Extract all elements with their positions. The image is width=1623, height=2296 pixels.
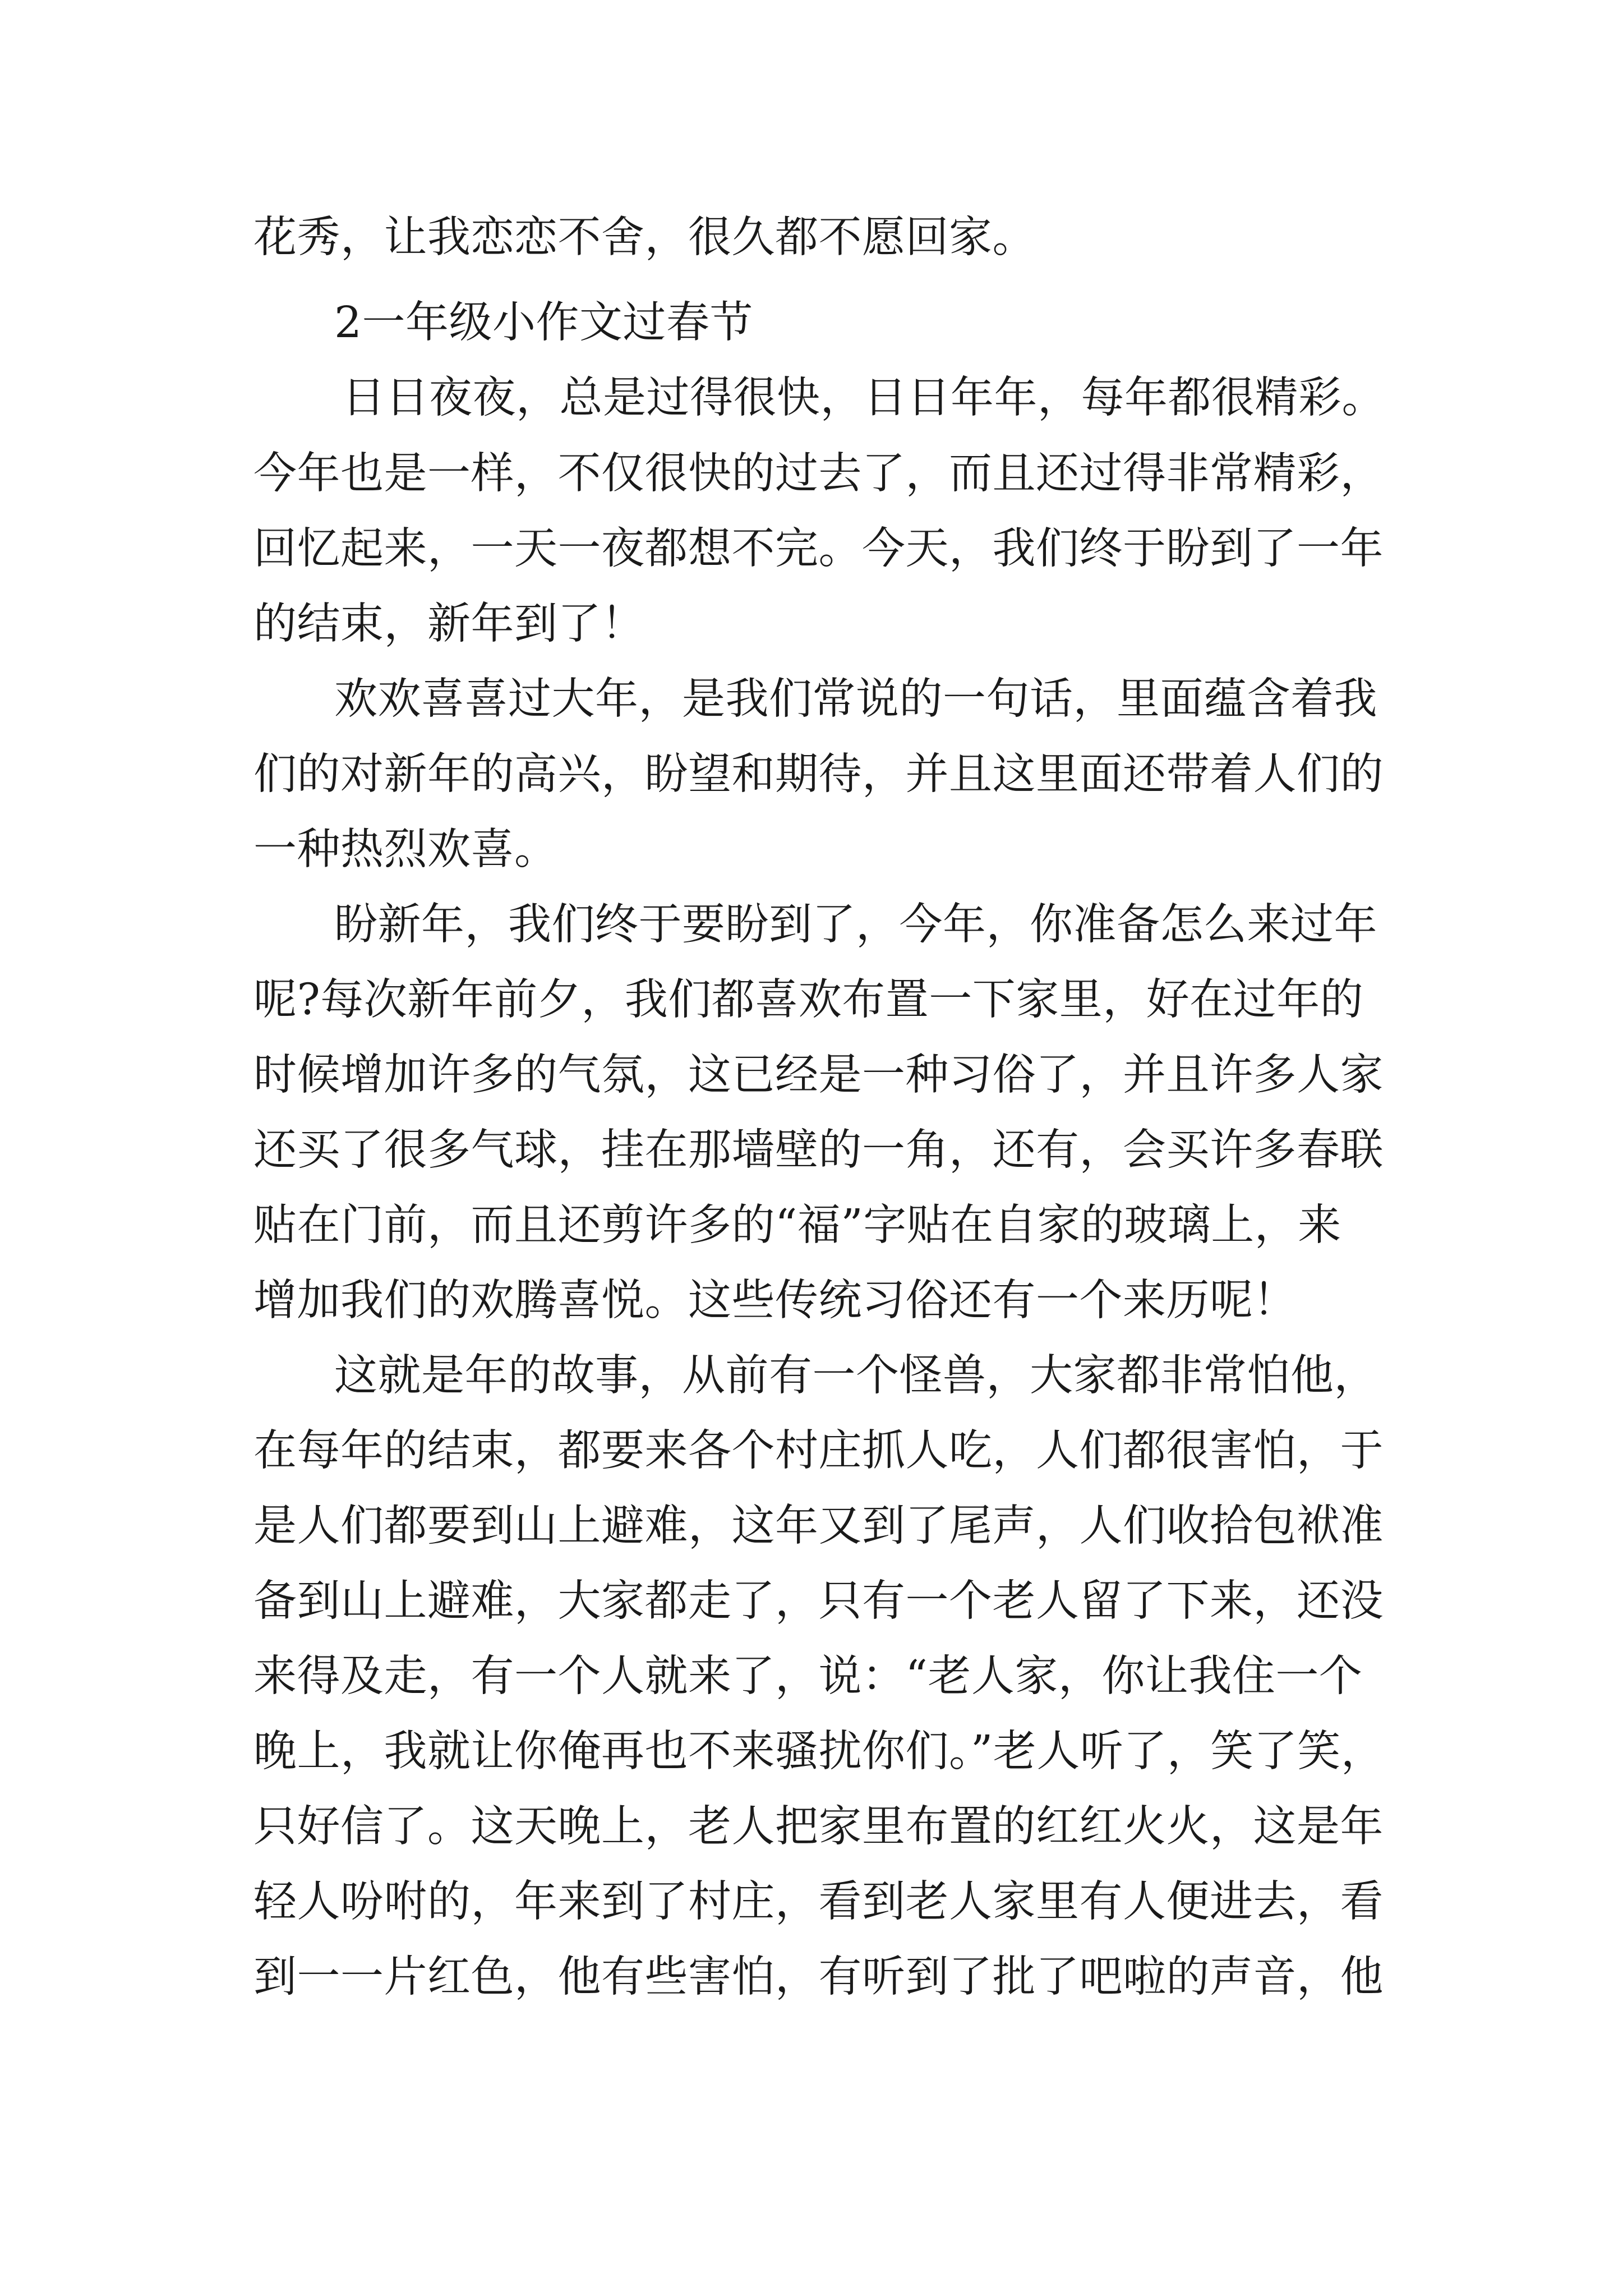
text-line: 是人们都要到山上避难，这年又到了尾声，人们收拾包袱准 [253, 1501, 1384, 1551]
text-line: 到一一片红色，他有些害怕，有听到了批了吧啦的声音，他 [253, 1952, 1384, 2002]
text-line: 呢?每次新年前夕，我们都喜欢布置一下家里，好在过年的 [253, 975, 1364, 1025]
paragraph-start-line: 日日夜夜，总是过得很快，日日年年，每年都很精彩。 [342, 373, 1385, 423]
text-line: 时候增加许多的气氛，这已经是一种习俗了，并且许多人家 [253, 1050, 1384, 1100]
paragraph-start-line: 这就是年的故事，从前有一个怪兽，大家都非常怕他， [334, 1351, 1377, 1401]
text-line: 贴在门前，而且还剪许多的“福”字贴在自家的玻璃上，来 [253, 1200, 1341, 1250]
text-line: 来得及走，有一个人就来了，说：“老人家，你让我住一个 [253, 1651, 1363, 1701]
text-line: 还买了很多气球，挂在那墙壁的一角，还有，会买许多春联 [253, 1125, 1384, 1175]
text-line: 增加我们的欢腾喜悦。这些传统习俗还有一个来历呢！ [253, 1276, 1297, 1326]
text-line: 回忆起来，一天一夜都想不完。今天，我们终于盼到了一年 [253, 524, 1384, 574]
text-line: 晚上，我就让你俺再也不来骚扰你们。”老人听了，笑了笑， [253, 1727, 1385, 1777]
text-line: 轻人吩咐的，年来到了村庄，看到老人家里有人便进去，看 [253, 1877, 1384, 1927]
text-line: 的结束，新年到了！ [253, 599, 645, 649]
text-line: 只好信了。这天晚上，老人把家里布置的红红火火，这是年 [253, 1802, 1384, 1852]
paragraph-start-line: 欢欢喜喜过大年，是我们常说的一句话，里面蕴含着我 [334, 674, 1377, 724]
text-line: 花秀，让我恋恋不舍，很久都不愿回家。 [253, 213, 1036, 263]
text-line: 们的对新年的高兴，盼望和期待，并且这里面还带着人们的 [253, 749, 1384, 799]
section-heading: 2一年级小作文过春节 [334, 298, 753, 348]
text-line: 备到山上避难，大家都走了，只有一个老人留了下来，还没 [253, 1576, 1384, 1626]
text-line: 今年也是一样，不仅很快的过去了，而且还过得非常精彩， [253, 449, 1384, 499]
text-line: 在每年的结束，都要来各个村庄抓人吃，人们都很害怕，于 [253, 1426, 1384, 1476]
text-line: 一种热烈欢喜。 [253, 825, 558, 875]
paragraph-start-line: 盼新年，我们终于要盼到了，今年，你准备怎么来过年 [334, 900, 1377, 950]
